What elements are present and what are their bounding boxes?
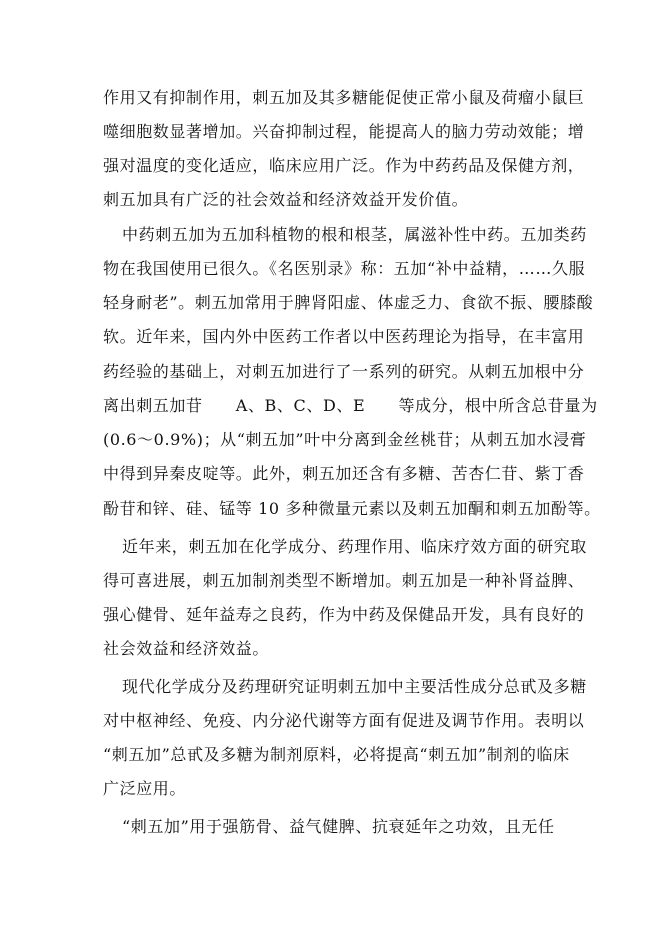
text-line-10: 离出刺五加苷 A、B、C、D、E 等成分，根中所含总苷量为	[103, 396, 598, 415]
text-line-21: 广泛应用。	[103, 779, 187, 798]
text-line-17: 社会效益和经济效益。	[103, 639, 270, 658]
text-line-15: 得可喜进展，刺五加制剂类型不断增加。刺五加是一种补肾益脾、	[103, 571, 585, 590]
text-line-11: (0.6～0.9%)；从“刺五加”叶中分离到金丝桃苷；从刺五加水浸膏	[103, 430, 587, 449]
text-line-8: 软。近年来，国内外中医药工作者以中医药理论为指导，在丰富用	[103, 327, 585, 346]
text-line-14: 近年来，刺五加在化学成分、药理作用、临床疗效方面的研究取	[122, 537, 587, 556]
text-line-18: 现代化学成分及药理研究证明刺五加中主要活性成分总甙及多糖	[122, 677, 587, 696]
text-line-12: 中得到异秦皮啶等。此外，刺五加还含有多糖、苦杏仁苷、紫丁香	[103, 464, 585, 483]
text-line-13: 酚苷和锌、硅、锰等 10 多种微量元素以及刺五加酮和刺五加酚等。	[103, 499, 601, 518]
text-line-5: 中药刺五加为五加科植物的根和根茎，属滋补性中药。五加类药	[122, 225, 587, 244]
text-line-9: 药经验的基础上，对刺五加进行了一系列的研究。从刺五加根中分	[103, 362, 585, 381]
text-line-4: 刺五加具有广泛的社会效益和经济效益开发价值。	[103, 190, 469, 209]
text-line-1: 作用又有抑制作用，刺五加及其多糖能促使正常小鼠及荷瘤小鼠巨	[103, 88, 585, 107]
text-line-2: 噬细胞数显著增加。兴奋抑制过程，能提高人的脑力劳动效能；增	[103, 122, 585, 141]
text-line-7: 轻身耐老”。刺五加常用于脾肾阳虚、体虚乏力、食欲不振、腰膝酸	[103, 293, 594, 312]
text-line-6: 物在我国使用已很久。《名医别录》称：五加“补中益精，……久服	[103, 259, 586, 278]
text-line-3: 强对温度的变化适应，临床应用广泛。作为中药药品及保健方剂，	[103, 156, 585, 175]
text-line-22: “刺五加”用于强筋骨、益气健脾、抗衰延年之功效，且无任	[122, 817, 555, 836]
text-line-16: 强心健骨、延年益寿之良药，作为中药及保健品开发，具有良好的	[103, 605, 585, 624]
text-line-20: “刺五加”总甙及多糖为制剂原料，必将提高“刺五加”制剂的临床	[103, 745, 570, 764]
text-line-19: 对中枢神经、免疫、内分泌代谢等方面有促进及调节作用。表明以	[103, 711, 585, 730]
